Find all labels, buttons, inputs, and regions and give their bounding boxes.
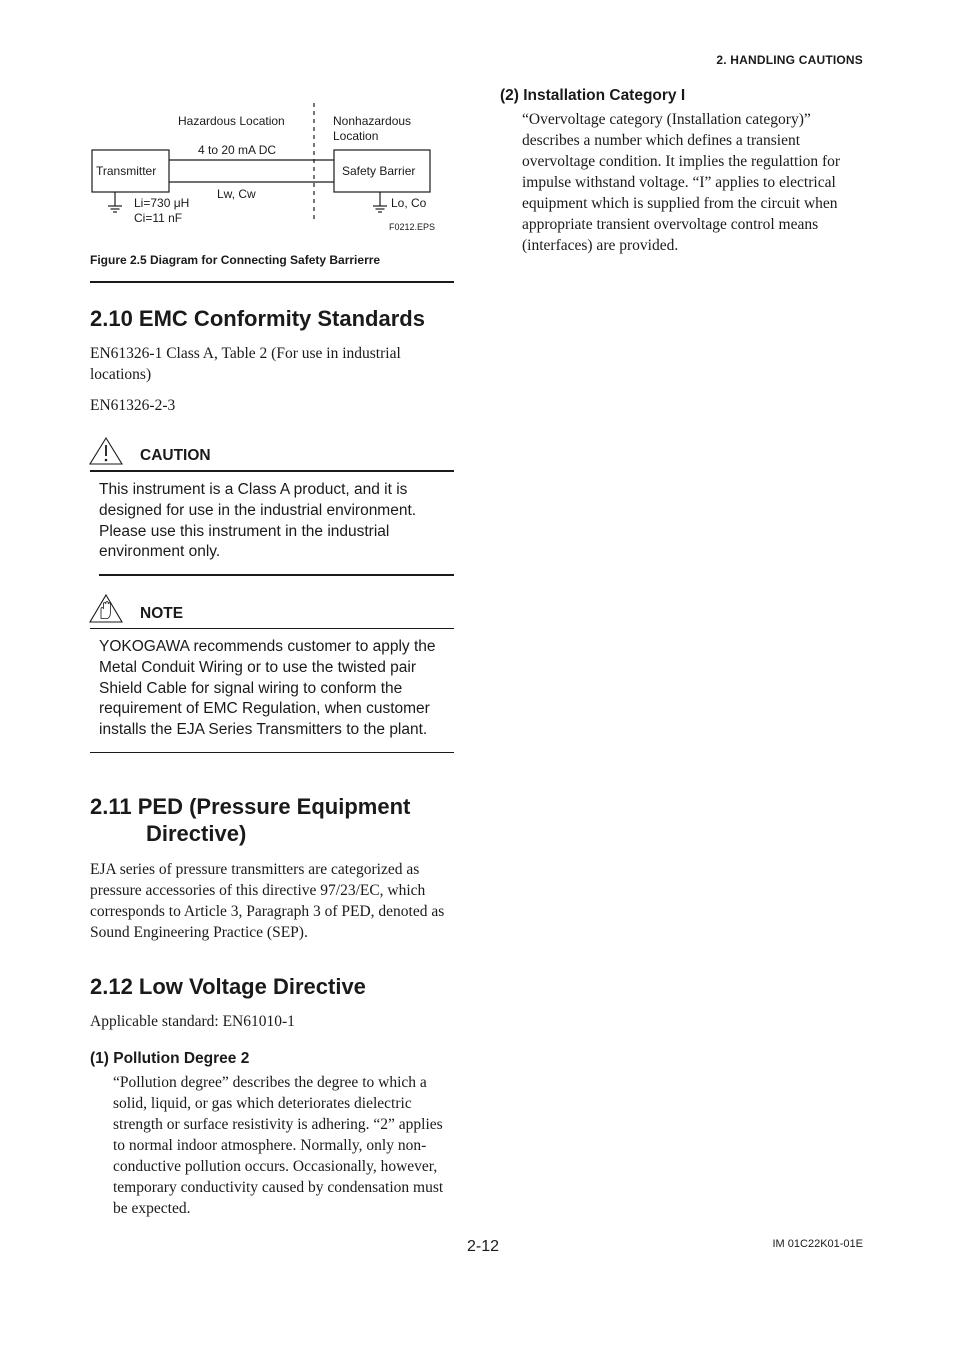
pollution-degree-title: (1) Pollution Degree 2 — [90, 1050, 250, 1067]
lvd-standard: Applicable standard: EN61010-1 — [90, 1013, 295, 1030]
label-li: Li=730 μH — [134, 196, 190, 210]
caution-top-rule — [90, 470, 454, 472]
label-hazardous-location: Hazardous Location — [178, 114, 285, 128]
label-ci: Ci=11 nF — [134, 211, 183, 225]
note-top-rule — [90, 628, 454, 629]
caution-bottom-rule — [99, 574, 454, 576]
heading-2-11-line1: 2.11 PED (Pressure Equipment — [90, 794, 411, 819]
installation-category-text: “Overvoltage category (Installation category)” describes a number which defines a transient overvoltage condition. It implies the regulattion for impulse withstand voltage. “I” applies to electrical equipment which is supplied from the circuit when appropriate transient overvoltage control means (interfaces) are provided. — [522, 111, 841, 254]
heading-2-10: 2.10 EMC Conformity Standards — [90, 306, 425, 331]
label-transmitter: Transmitter — [96, 164, 157, 178]
label-safety-barrier: Safety Barrier — [342, 164, 416, 178]
emc-standard-2: EN61326-2-3 — [90, 397, 176, 414]
note-text: YOKOGAWA recommends customer to apply the Metal Conduit Wiring or to use the twisted pair Shield Cable for signal wiring to conform the requirement of EMC Regulation, when customer installs the EJA Series Transmitters to the plant. — [99, 638, 436, 739]
label-signal: 4 to 20 mA DC — [198, 143, 277, 157]
running-head: 2. HANDLING CAUTIONS — [716, 53, 863, 67]
document-id: IM 01C22K01-01E — [772, 1238, 863, 1250]
label-eps-filename: F0212.EPS — [389, 222, 436, 232]
caution-title: CAUTION — [140, 447, 211, 464]
note-bottom-rule — [90, 752, 454, 753]
ped-paragraph: EJA series of pressure transmitters are categorized as pressure accessories of this directive 97/23/EC, which corresponds to Article 3, Paragraph 3 of PED, denoted as Sound Engineering Practice (SEP). — [90, 861, 445, 941]
label-nonhazardous-2: Location — [333, 129, 379, 143]
emc-standard-1: EN61326-1 Class A, Table 2 (For use in industrial locations) — [90, 345, 401, 383]
label-nonhazardous-1: Nonhazardous — [333, 114, 412, 128]
page-number: 2-12 — [467, 1238, 500, 1255]
label-lo-co: Lo, Co — [391, 196, 427, 210]
figure-caption: Figure 2.5 Diagram for Connecting Safety Barrierre — [90, 253, 381, 267]
caution-triangle-icon — [89, 436, 125, 466]
pollution-degree-text: “Pollution degree” describes the degree to which a solid, liquid, or gas which deteriorates dielectric strength or surface resistivity is adhering. “2” applies to normal indoor atmosphere. Normally, only non-conductive pollution occurs. Occasionally, however, temporary conductivity caused by condensation must be expected. — [113, 1074, 444, 1217]
caution-text: This instrument is a Class A product, and it is designed for use in the industrial environment. Please use this instrument in the industrial environment only. — [99, 481, 417, 561]
note-title: NOTE — [140, 605, 184, 622]
note-hand-icon — [89, 593, 125, 625]
installation-category-title: (2) Installation Category I — [500, 87, 686, 104]
caption-rule — [90, 281, 454, 283]
safety-barrier-diagram — [90, 100, 460, 240]
heading-2-11-line2: Directive) — [146, 821, 247, 846]
label-lw-cw: Lw, Cw — [217, 187, 256, 201]
heading-2-12: 2.12 Low Voltage Directive — [90, 974, 366, 999]
